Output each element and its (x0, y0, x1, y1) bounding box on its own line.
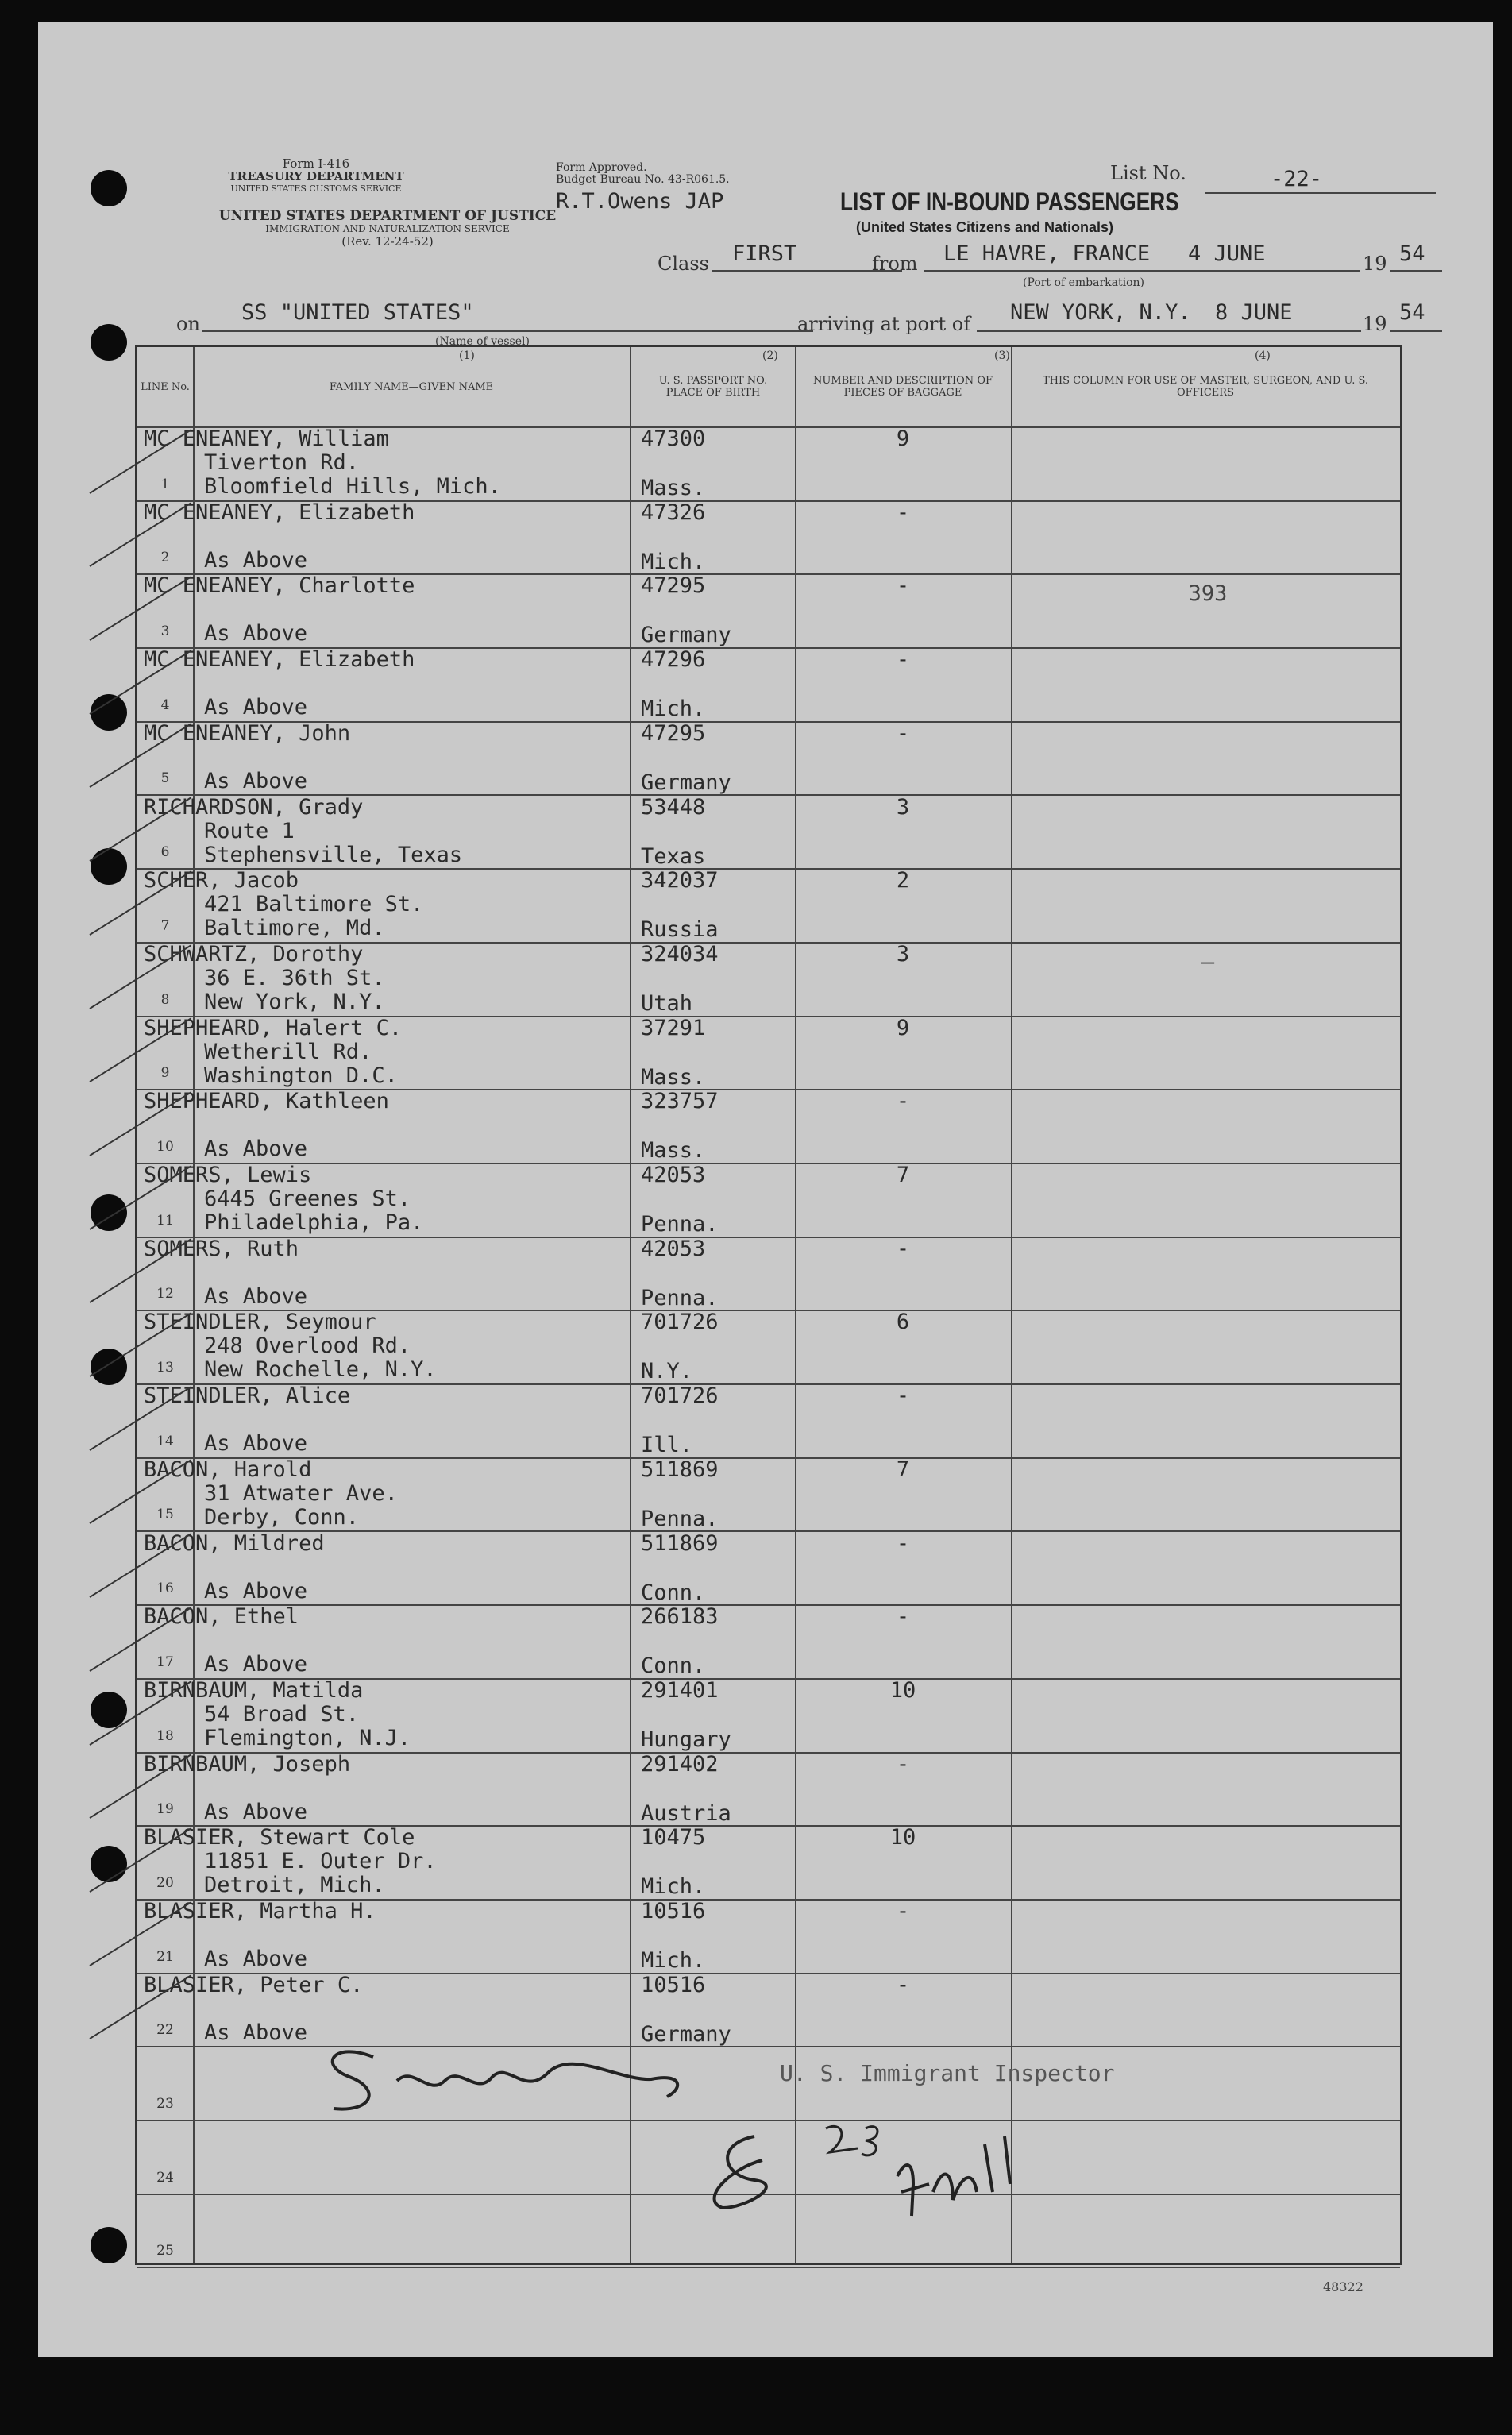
punch-hole (91, 1349, 127, 1385)
place-of-birth: Mass. (641, 1064, 706, 1090)
place-of-birth: Utah (641, 990, 693, 1016)
place-of-birth: Texas (641, 843, 706, 869)
address-line-2: As Above (204, 1799, 308, 1824)
baggage-count: 7 (896, 1457, 910, 1482)
budget-bureau: Budget Bureau No. 43-R061.5. (556, 173, 730, 186)
baggage-count: - (896, 1530, 910, 1556)
line-number: 12 (156, 1286, 174, 1302)
address-line-2: New York, N.Y. (204, 989, 385, 1014)
passenger-name: MC ENEANEY, Charlotte (144, 573, 415, 599)
ins-service: IMMIGRATION AND NATURALIZATION SERVICE (265, 223, 510, 234)
line-number: 9 (160, 1065, 170, 1082)
list-no-line (1205, 192, 1436, 194)
passport-number: 47296 (641, 647, 706, 673)
passenger-name: SHEPHEARD, Halert C. (144, 1015, 403, 1040)
line-number: 6 (160, 844, 170, 861)
passenger-name: BACON, Mildred (144, 1530, 325, 1556)
address-line-2: Philadelphia, Pa. (204, 1210, 424, 1235)
table-row (137, 1237, 1400, 1310)
baggage-count: - (896, 720, 910, 746)
passport-number: 53448 (641, 794, 706, 820)
place-of-birth: Mich. (641, 549, 706, 574)
address-line-1: Wetherill Rd. (204, 1039, 372, 1064)
table-row (137, 1163, 1400, 1237)
table-row (137, 868, 1400, 942)
table-row (137, 500, 1400, 574)
passenger-name: BACON, Ethel (144, 1604, 299, 1630)
inspector-stamp: U. S. Immigrant Inspector (780, 2060, 1115, 2086)
passport-number: 47295 (641, 720, 706, 746)
passport-number: 42053 (641, 1163, 706, 1187)
address-line-1: Tiverton Rd. (204, 450, 360, 475)
address-line-2: As Above (204, 1947, 308, 1971)
passenger-name: STEINDLER, Seymour (144, 1310, 376, 1335)
baggage-count: 9 (896, 1015, 910, 1040)
baggage-count: - (896, 1383, 910, 1409)
address-line-2: As Above (204, 1578, 308, 1603)
address-line-2: Derby, Conn. (204, 1504, 360, 1530)
passenger-name: MC ENEANEY, John (144, 720, 351, 746)
typed-name: R.T.Owens JAP (556, 189, 724, 214)
arrival-year-line (1390, 330, 1442, 332)
address-line-1: 31 Atwater Ave. (204, 1480, 398, 1506)
place-of-birth: Germany (641, 2021, 731, 2047)
arrival-line (977, 330, 1361, 332)
passport-number: 701726 (641, 1310, 719, 1335)
place-of-birth: Mich. (641, 1948, 706, 1973)
passenger-name: BLASIER, Peter C. (144, 1972, 364, 1997)
place-of-birth: Ill. (641, 1433, 693, 1458)
line-number: 20 (156, 1874, 174, 1891)
passport-number: 47300 (641, 426, 706, 451)
passenger-name: BIRNBAUM, Matilda (144, 1677, 364, 1703)
table-row (137, 1825, 1400, 1899)
justice-block (181, 210, 594, 248)
line-number: 15 (156, 1507, 174, 1523)
baggage-count: - (896, 1972, 910, 1997)
punch-hole (91, 848, 127, 885)
col-num-3: (3) (994, 349, 1010, 362)
line-number: 4 (160, 697, 170, 713)
form-block (181, 157, 451, 195)
baggage-count: - (896, 1751, 910, 1777)
address-line-1: 421 Baltimore St. (204, 892, 424, 917)
address-line-2: As Above (204, 768, 308, 793)
officer-note: 393 (1188, 581, 1228, 607)
line-number: 5 (160, 770, 170, 787)
line-number: 22 (156, 2022, 174, 2039)
arrival-date: 8 JUNE (1215, 300, 1293, 325)
col-num-4: (4) (1255, 349, 1271, 362)
passport-number: 42053 (641, 1236, 706, 1261)
embark-year-prefix: 19 (1363, 253, 1387, 275)
address-line-2: As Above (204, 1283, 308, 1309)
table-row (137, 1752, 1400, 1826)
baggage-count: 3 (896, 941, 910, 967)
table-row (137, 573, 1400, 647)
address-line-2: As Above (204, 621, 308, 646)
class-value: FIRST (732, 241, 797, 266)
table-row (137, 426, 1400, 500)
arriving-label: arriving at port of (797, 313, 971, 335)
passport-number: 47326 (641, 500, 706, 525)
passenger-name: MC ENEANEY, William (144, 426, 389, 451)
baggage-count: 3 (896, 794, 910, 820)
baggage-count: 6 (896, 1310, 910, 1335)
line-number: 2 (160, 550, 170, 566)
table-row (137, 1457, 1400, 1531)
place-of-birth: Penna. (641, 1212, 719, 1237)
embark-year: 54 (1399, 241, 1425, 266)
place-of-birth: Penna. (641, 1506, 719, 1531)
address-line-1: 36 E. 36th St. (204, 965, 385, 990)
form-approved: Form Approved. (556, 161, 647, 174)
passenger-name: BLASIER, Martha H. (144, 1899, 376, 1924)
line-number: 19 (156, 1801, 174, 1818)
line-number: 11 (156, 1212, 174, 1229)
table-row (137, 1016, 1400, 1090)
embark-place: LE HAVRE, FRANCE (943, 241, 1151, 266)
address-line-2: Detroit, Mich. (204, 1873, 385, 1898)
approval-block (556, 162, 730, 186)
address-line-2: Flemington, N.J. (204, 1725, 411, 1750)
address-line-1: 54 Broad St. (204, 1701, 360, 1727)
line-number: 17 (156, 1654, 174, 1670)
passport-number: 701726 (641, 1383, 719, 1409)
punch-hole (91, 170, 127, 206)
address-line-2: Baltimore, Md. (204, 916, 385, 941)
place-of-birth: Hungary (641, 1727, 731, 1752)
passport-number: 10475 (641, 1825, 706, 1850)
place-of-birth: Russia (641, 917, 719, 943)
passport-number: 342037 (641, 868, 719, 893)
line-number: 3 (160, 623, 170, 640)
passenger-name: BIRNBAUM, Joseph (144, 1751, 351, 1777)
col-num-2: (2) (762, 349, 778, 362)
table-row (137, 1089, 1400, 1163)
table-row (137, 647, 1400, 721)
place-of-birth: Penna. (641, 1285, 719, 1310)
table-row (137, 1531, 1400, 1605)
address-line-2: As Above (204, 547, 308, 573)
address-line-2: Stephensville, Texas (204, 842, 463, 867)
line-number: 23 (156, 2096, 174, 2113)
col-head-baggage: NUMBER AND DESCRIPTION OF PIECES OF BAGGAGE (812, 375, 993, 399)
list-no-label: List No. (1110, 162, 1186, 184)
passport-number: 511869 (641, 1457, 719, 1482)
table-row (137, 942, 1400, 1016)
embark-year-line (1390, 270, 1442, 272)
passport-number: 511869 (641, 1530, 719, 1556)
punch-hole (91, 1846, 127, 1882)
passenger-name: BLASIER, Stewart Cole (144, 1825, 415, 1850)
baggage-count: - (896, 1604, 910, 1630)
line-number: 13 (156, 1360, 174, 1376)
place-of-birth: Germany (641, 623, 731, 648)
baggage-count: 9 (896, 426, 910, 451)
table-row (137, 1310, 1400, 1383)
embark-line (924, 270, 1360, 272)
embark-date: 4 JUNE (1188, 241, 1266, 266)
passenger-name: BACON, Harold (144, 1457, 312, 1482)
revision: (Rev. 12-24-52) (341, 234, 434, 249)
table-row (137, 2046, 1400, 2120)
table-row (137, 795, 1400, 869)
address-line-2: As Above (204, 1652, 308, 1677)
place-of-birth: Conn. (641, 1580, 706, 1605)
line-number: 25 (156, 2243, 174, 2259)
table-row (137, 1678, 1400, 1752)
place-of-birth: Mich. (641, 697, 706, 722)
place-of-birth: Germany (641, 770, 731, 795)
passenger-name: SCHWARTZ, Dorothy (144, 941, 364, 967)
col-head-line: LINE No. (141, 380, 190, 393)
line-number: 10 (156, 1138, 174, 1155)
line-number: 14 (156, 1433, 174, 1449)
passport-number: 266183 (641, 1604, 719, 1630)
passenger-name: RICHARDSON, Grady (144, 794, 364, 820)
table-row (137, 2120, 1400, 2194)
passenger-table (135, 345, 1402, 2265)
form-title: LIST OF IN-BOUND PASSENGERS (840, 187, 1179, 216)
form-number: Form I-416 (282, 156, 350, 171)
punch-hole (91, 324, 127, 361)
baggage-count: - (896, 647, 910, 673)
line-number: 18 (156, 1727, 174, 1744)
arrival-year: 54 (1399, 300, 1425, 325)
passport-number: 47295 (641, 573, 706, 599)
place-of-birth: N.Y. (641, 1359, 693, 1384)
baggage-count: 2 (896, 868, 910, 893)
address-line-1: 248 Overlood Rd. (204, 1333, 411, 1359)
table-row (137, 1899, 1400, 1973)
place-of-birth: Mass. (641, 1138, 706, 1163)
place-of-birth: Mass. (641, 476, 706, 500)
col-head-name: FAMILY NAME—GIVEN NAME (329, 380, 494, 393)
line-number: 8 (160, 991, 170, 1008)
passport-number: 291401 (641, 1677, 719, 1703)
baggage-count: - (896, 573, 910, 599)
passenger-name: SOMERS, Ruth (144, 1236, 299, 1261)
address-line-2: New Rochelle, N.Y. (204, 1357, 437, 1383)
baggage-count: - (896, 1899, 910, 1924)
from-label: from (872, 253, 918, 275)
passport-number: 10516 (641, 1972, 706, 1997)
vessel-name: SS "UNITED STATES" (241, 300, 474, 325)
baggage-count: - (896, 1236, 910, 1261)
passenger-name: STEINDLER, Alice (144, 1383, 351, 1409)
address-line-2: As Above (204, 695, 308, 720)
passport-number: 10516 (641, 1899, 706, 1924)
row-rule (137, 2267, 1400, 2268)
baggage-count: 7 (896, 1163, 910, 1187)
port-embark-caption: (Port of embarkation) (1023, 276, 1144, 289)
punch-hole (91, 1692, 127, 1728)
place-of-birth: Austria (641, 1800, 731, 1826)
table-row (137, 721, 1400, 795)
line-number: 7 (160, 917, 170, 934)
class-label: Class (658, 253, 709, 275)
on-label: on (176, 313, 200, 335)
passenger-name: SCHER, Jacob (144, 868, 299, 893)
col-head-officers: THIS COLUMN FOR USE OF MASTER, SURGEON, AND U. S. OFFICERS (1042, 375, 1369, 399)
form-subtitle: (United States Citizens and Nationals) (856, 219, 1114, 235)
vessel-caption: (Name of vessel) (435, 335, 530, 348)
passport-number: 324034 (641, 941, 719, 967)
line-number: 21 (156, 1948, 174, 1965)
address-line-1: 6445 Greenes St. (204, 1187, 411, 1211)
line-number: 1 (160, 476, 170, 492)
address-line-2: As Above (204, 1136, 308, 1162)
address-line-2: Washington D.C. (204, 1063, 398, 1088)
place-of-birth: Conn. (641, 1654, 706, 1679)
col-head-passport: U. S. PASSPORT NO. PLACE OF BIRTH (658, 375, 768, 399)
place-of-birth: Mich. (641, 1874, 706, 1900)
vessel-col-num: (1) (459, 349, 475, 362)
address-line-1: 11851 E. Outer Dr. (204, 1849, 437, 1874)
passport-number: 37291 (641, 1015, 706, 1040)
dept-justice: UNITED STATES DEPARTMENT OF JUSTICE (218, 208, 557, 224)
punch-hole (91, 2227, 127, 2263)
arrival-year-prefix: 19 (1363, 313, 1387, 335)
baggage-count: - (896, 500, 910, 525)
baggage-count: 10 (889, 1825, 916, 1850)
line-number: 24 (156, 2169, 174, 2186)
baggage-count: - (896, 1089, 910, 1114)
address-line-1: Route 1 (204, 818, 295, 843)
passenger-name: SHEPHEARD, Kathleen (144, 1089, 389, 1114)
table-row (137, 1604, 1400, 1678)
arrival-port: NEW YORK, N.Y. (1010, 300, 1191, 325)
customs-service: UNITED STATES CUSTOMS SERVICE (230, 183, 402, 194)
officer-note: — (1201, 949, 1215, 974)
baggage-count: 10 (889, 1677, 916, 1703)
passport-number: 291402 (641, 1751, 719, 1777)
punch-hole (91, 694, 127, 731)
address-line-2: Bloomfield Hills, Mich. (204, 474, 501, 499)
footer-number: 48322 (1323, 2279, 1364, 2294)
address-line-2: As Above (204, 2020, 308, 2045)
vessel-line (202, 330, 813, 332)
passenger-name: MC ENEANEY, Elizabeth (144, 647, 415, 673)
address-line-2: As Above (204, 1431, 308, 1457)
passenger-name: SOMERS, Lewis (144, 1163, 312, 1187)
line-number: 16 (156, 1580, 174, 1597)
list-no-value: -22- (1271, 167, 1323, 191)
treasury-dept: TREASURY DEPARTMENT (228, 169, 404, 183)
passport-number: 323757 (641, 1089, 719, 1114)
passenger-name: MC ENEANEY, Elizabeth (144, 500, 415, 525)
table-row (137, 1383, 1400, 1457)
table-row (137, 2194, 1400, 2267)
table-row (137, 1973, 1400, 2047)
